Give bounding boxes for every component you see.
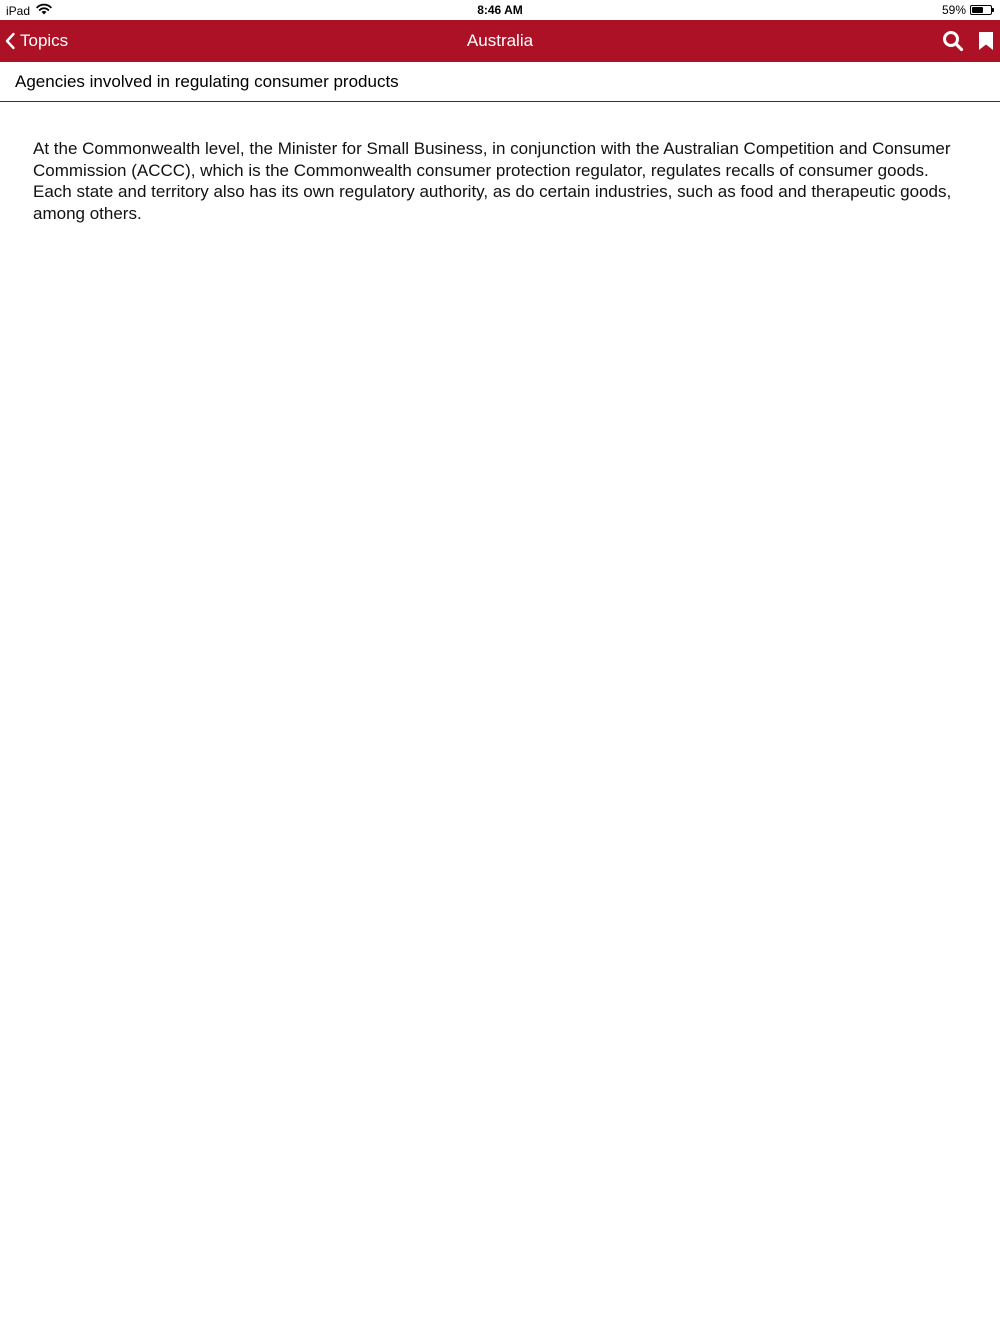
navigation-bar (0, 20, 1000, 62)
nav-actions (942, 20, 994, 62)
nav-title: Australia (466, 31, 534, 50)
status-bar (0, 0, 1000, 20)
back-label: Topics (20, 31, 69, 50)
device-label: iPad (6, 3, 31, 18)
status-time: 8:46 AM (477, 3, 523, 17)
section-title: Agencies involved in regulating consumer products (15, 72, 399, 91)
chevron-left-icon (4, 31, 16, 51)
back-button[interactable] (4, 20, 68, 62)
section-header (0, 62, 1000, 102)
battery-percent: 59% (941, 3, 966, 17)
battery-icon (970, 5, 992, 15)
search-icon[interactable] (942, 30, 964, 52)
bookmark-icon[interactable] (978, 31, 994, 51)
battery-level (972, 7, 983, 13)
status-right (942, 3, 992, 17)
body-text: At the Commonwealth level, the Minister for Small Business, in conjunction with the Australian Competition and Consumer Commission (ACCC), which is the Commonwealth consumer protection regulator, regulates recalls of consumer goods. Each state and territory also has its own regulatory authority, as do certain industries, such as food and therapeutic goods, among others. (33, 139, 952, 223)
